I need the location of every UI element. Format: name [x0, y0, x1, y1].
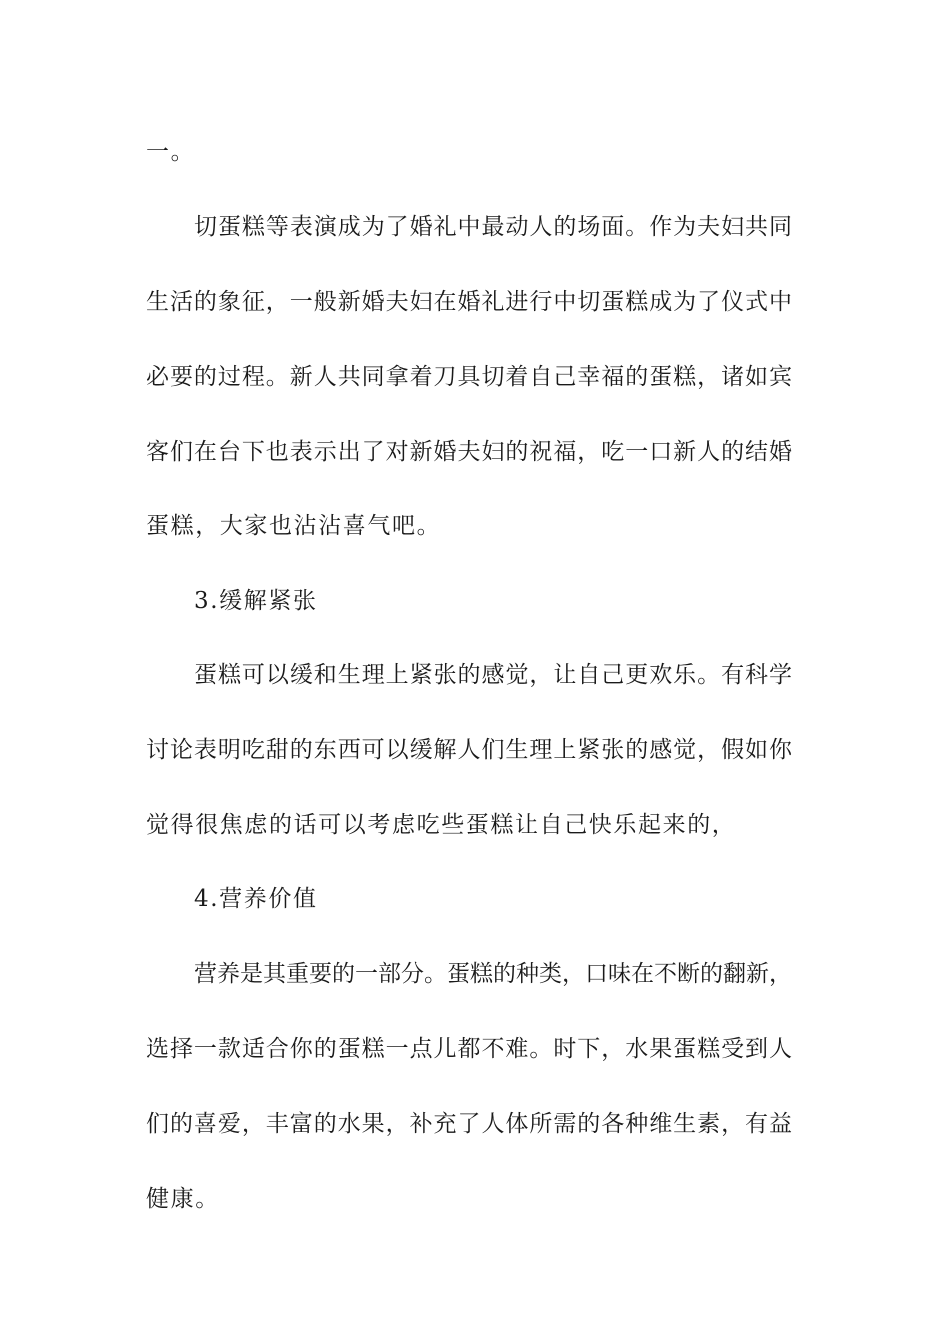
paragraph-line: 蛋糕可以缓和生理上紧张的感觉，让自己更欢乐。有科学 — [194, 662, 792, 688]
paragraph-line: 营养是其重要的一部分。蛋糕的种类，口味在不断的翻新， — [194, 961, 792, 987]
paragraph-line: 客们在台下也表示出了对新婚夫妇的祝福，吃一口新人的结婚 — [146, 439, 792, 465]
text-line-continuation: 一。 — [146, 139, 196, 165]
paragraph-line: 切蛋糕等表演成为了婚礼中最动人的场面。作为夫妇共同 — [194, 214, 792, 240]
paragraph-line: 们的喜爱，丰富的水果，补充了人体所需的各种维生素，有益 — [146, 1111, 792, 1137]
section-heading-relieve-stress: 3.缓解紧张 — [194, 588, 318, 614]
paragraph-line: 健康。 — [146, 1186, 220, 1212]
paragraph-line: 觉得很焦虑的话可以考虑吃些蛋糕让自己快乐起来的， — [146, 812, 737, 838]
section-heading-nutrition-value: 4.营养价值 — [194, 886, 318, 912]
paragraph-line: 选择一款适合你的蛋糕一点儿都不难。时下，水果蛋糕受到人 — [146, 1036, 792, 1062]
paragraph-line: 蛋糕，大家也沾沾喜气吧。 — [146, 513, 442, 539]
paragraph-line: 生活的象征，一般新婚夫妇在婚礼进行中切蛋糕成为了仪式中 — [146, 289, 792, 315]
paragraph-line: 讨论表明吃甜的东西可以缓解人们生理上紧张的感觉，假如你 — [146, 737, 792, 763]
paragraph-line: 必要的过程。新人共同拿着刀具切着自己幸福的蛋糕，诸如宾 — [146, 364, 792, 390]
